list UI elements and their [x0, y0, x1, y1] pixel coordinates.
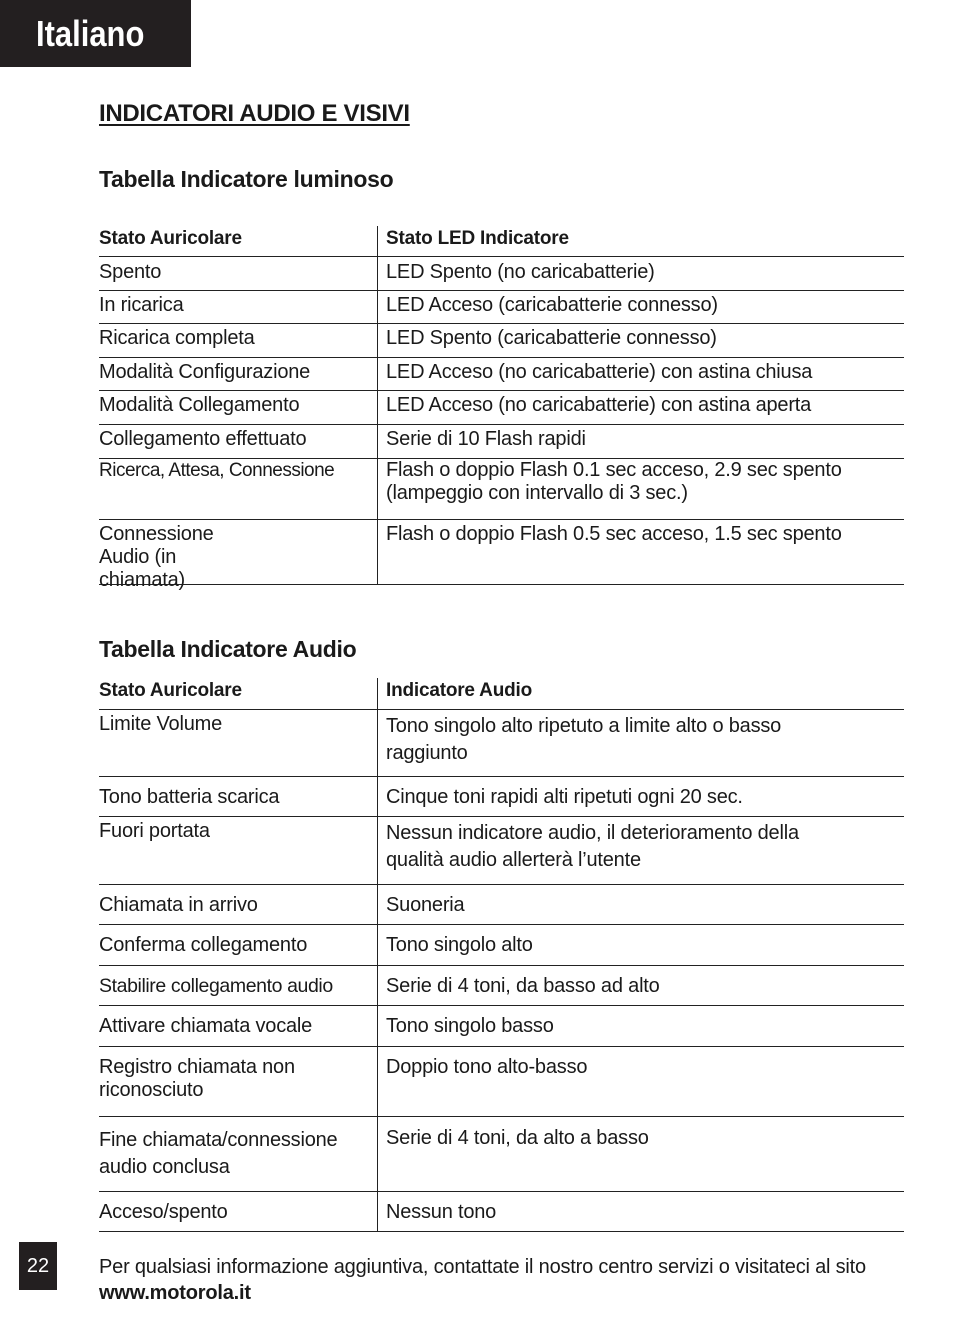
table-row [99, 710, 904, 777]
table-row [99, 459, 904, 520]
table-row [99, 1117, 904, 1192]
column-header-state: Stato Auricolare [99, 680, 242, 701]
table-cell-indicator: Suoneria [377, 885, 904, 924]
language-tab [0, 0, 191, 67]
table-cell-indicator: Cinque toni rapidi alti ripetuti ogni 20 sec. [377, 777, 904, 816]
table-cell-indicator: Flash o doppio Flash 0.1 sec acceso, 2.9 sec spento (lampeggio con intervallo di 3 sec.) [377, 459, 904, 519]
table-header-row [99, 678, 904, 710]
table-row [99, 358, 904, 391]
website-link[interactable]: www.motorola.it [99, 1282, 251, 1304]
table-cell-indicator: Serie di 10 Flash rapidi [377, 425, 904, 458]
table-cell-state: Conferma collegamento [99, 934, 308, 956]
table-cell-state: Ricarica completa [99, 327, 255, 349]
table-row [99, 425, 904, 459]
table-cell-state: Registro chiamata non riconosciuto [99, 1056, 295, 1101]
footer-text: Per qualsiasi informazione aggiuntiva, contattate il nostro centro servizi o visitateci al sito [99, 1256, 866, 1278]
table-cell-indicator: Tono singolo alto ripetuto a limite alto o basso raggiunto [377, 710, 904, 776]
table-cell-indicator: Doppio tono alto-basso [377, 1047, 904, 1116]
table-row [99, 257, 904, 291]
table-cell-indicator: Flash o doppio Flash 0.5 sec acceso, 1.5 sec spento [377, 520, 904, 584]
language-tab-label: Italiano [36, 13, 145, 54]
section-title: INDICATORI AUDIO E VISIVI [99, 100, 410, 127]
audio-table-title: Tabella Indicatore Audio [99, 636, 357, 662]
table-row [99, 817, 904, 885]
table-cell-state: Chiamata in arrivo [99, 894, 258, 916]
table-cell-indicator: Serie di 4 toni, da alto a basso [377, 1117, 904, 1191]
table-cell-state: Ricerca, Attesa, Connessione [99, 460, 335, 481]
table-cell-indicator: Nessun tono [377, 1192, 904, 1231]
audio-indicator-table [99, 678, 904, 1232]
table-row [99, 520, 904, 591]
table-cell-state: Fine chiamata/connessione audio conclusa [99, 1129, 338, 1178]
table-cell-state: Attivare chiamata vocale [99, 1015, 313, 1037]
table-row [99, 391, 904, 425]
page-number: 22 [19, 1242, 57, 1290]
column-header-audio: Indicatore Audio [377, 678, 904, 709]
table-cell-state: Acceso/spento [99, 1201, 228, 1223]
table-cell-indicator: LED Spento (caricabatterie connesso) [377, 324, 904, 357]
table-cell-state: Collegamento effettuato [99, 428, 307, 450]
table-cell-state: Tono batteria scarica [99, 786, 280, 808]
table-row [99, 777, 904, 817]
table-row [99, 925, 904, 966]
table-cell-state: Limite Volume [99, 713, 223, 735]
table-cell-indicator: LED Acceso (caricabatterie connesso) [377, 291, 904, 323]
column-header-state: Stato Auricolare [99, 228, 242, 249]
table-cell-state: Modalità Collegamento [99, 394, 300, 416]
table-cell-indicator: Serie di 4 toni, da basso ad alto [377, 966, 904, 1005]
table-cell-state: Connessione Audio (in chiamata) [99, 523, 214, 591]
table-row [99, 324, 904, 358]
table-row [99, 1047, 904, 1117]
table-cell-indicator: Nessun indicatore audio, il deterioramento della qualità audio allerterà l’utente [377, 817, 904, 884]
table-row [99, 1192, 904, 1232]
table-cell-indicator: Tono singolo basso [377, 1006, 904, 1046]
table-row [99, 1006, 904, 1047]
column-header-led: Stato LED Indicatore [377, 226, 904, 256]
table-header-row [99, 226, 904, 257]
table-cell-indicator: Tono singolo alto [377, 925, 904, 965]
table-cell-indicator: LED Spento (no caricabatterie) [377, 257, 904, 290]
table-cell-state: Stabilire collegamento audio [99, 975, 333, 997]
light-table-title: Tabella Indicatore luminoso [99, 166, 394, 192]
table-row [99, 966, 904, 1006]
table-row [99, 885, 904, 925]
table-cell-indicator: LED Acceso (no caricabatterie) con astina aperta [377, 391, 904, 424]
light-indicator-table [99, 226, 904, 591]
table-row [99, 291, 904, 324]
table-cell-state: In ricarica [99, 294, 184, 316]
table-cell-indicator: LED Acceso (no caricabatterie) con astina chiusa [377, 358, 904, 390]
footer-note [99, 1254, 909, 1306]
table-cell-state: Spento [99, 261, 162, 283]
table-cell-state: Fuori portata [99, 820, 210, 842]
table-cell-state: Modalità Configurazione [99, 361, 311, 383]
